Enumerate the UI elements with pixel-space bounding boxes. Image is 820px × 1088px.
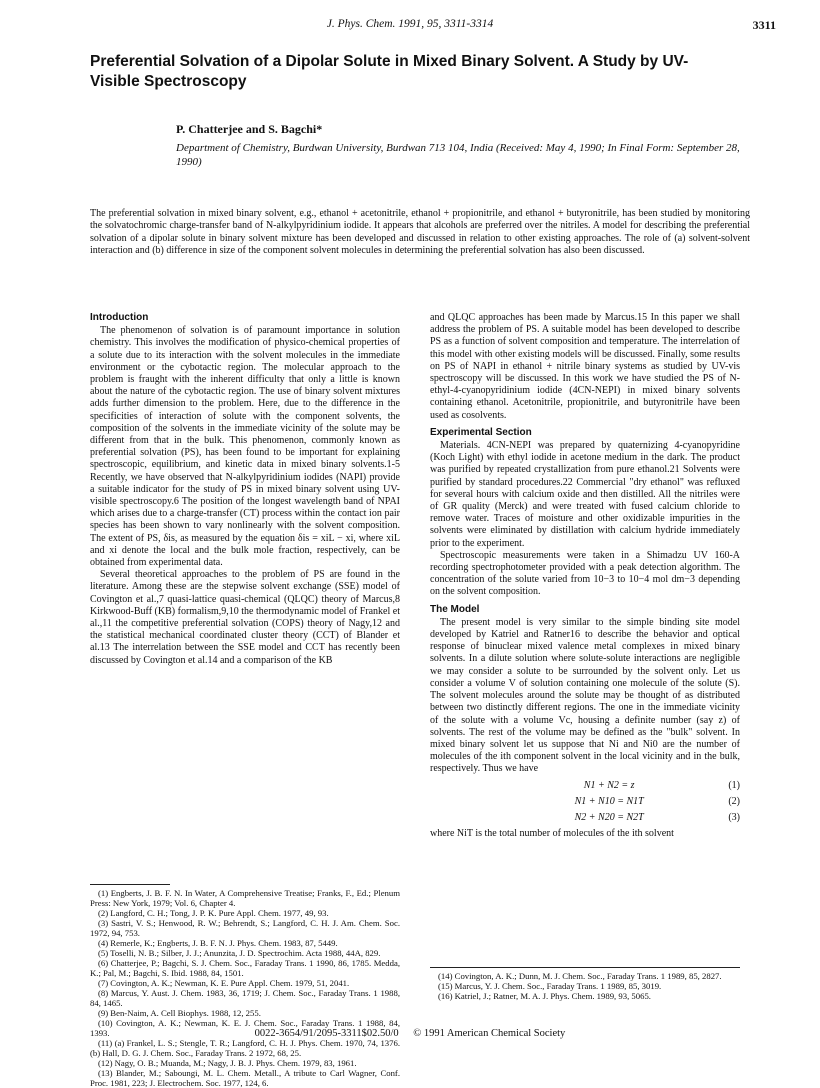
body-paragraph: and QLQC approaches has been made by Marcus.15 In this paper we shall address the problem of PS. A suitable model has been developed to describe PS as a function of solvent composition and temperature. The interrelation of this model with other existing models will be discussed. Finally, some results on PS of NAPI in ethanol + nitrile binary systems as studied by UV-vis spectroscopy will be discussed. In this work we have studied the PS of N-ethyl-4-cyanopyridinium iodide (4CN-NEPI) in mixed binary solvents containing ethanol. Acetonitrile, propionitrile, and butyronitrile have been used as cosolvents.	[430, 312, 740, 421]
footnote-rule	[90, 884, 170, 885]
footnote: (4) Remerle, K.; Engberts, J. B. F. N. J. Phys. Chem. 1983, 87, 5449.	[98, 938, 338, 948]
left-footnotes	[90, 884, 400, 1088]
affiliation: Department of Chemistry, Burdwan University, Burdwan 713 104, India (Received: May 4, 1990; In Final Form: September 28, 1990)	[176, 142, 740, 168]
equation-text: N1 + N10 = N1T	[574, 795, 644, 807]
equation-1	[430, 780, 740, 792]
body-paragraph: The present model is very similar to the simple binding site model developed by Katriel and Ratner16 to describe the behavior and optical response of binuclear mixed valence metal complexes in mixed binary solvents. In a dilute solution where solute-solute interactions are negligible we may consider a solute to be surrounded by the solvent only. Let us consider a volume V of solution containing one molecule of the solute (S). The solvent molecules around the solute may be thought of as distributed between two distinctly different regions. The one in the immediate vicinity of the solute with a volume Vc, housing a definite number (say z) of solvents. The rest of the volume may be defined as the "bulk" solvent. In mixed binary solvent let us suppose that Ni and Ni0 are the number of molecules of the ith component solvent in the local vicinity and in the bulk, respectively. Thus we have	[430, 616, 740, 775]
footnote-list	[90, 888, 400, 1088]
paper-title: Preferential Solvation of a Dipolar Solute in Mixed Binary Solvent. A Study by UV-Visible Spectroscopy	[90, 53, 689, 90]
right-column	[430, 312, 740, 840]
footnote: (9) Ben-Naim, A. Cell Biophys. 1988, 12, 255.	[98, 1008, 261, 1018]
introduction-heading: Introduction	[90, 312, 149, 323]
model-heading: The Model	[430, 603, 480, 615]
footnote: (8) Marcus, Y. Aust. J. Chem. 1983, 36, 1719; J. Chem. Soc., Faraday Trans. 1 1988, 84, 1465.	[90, 988, 400, 1008]
authors: P. Chatterjee and S. Bagchi*	[176, 122, 323, 136]
footnote: (13) Blander, M.; Saboungi, M. L. Chem. Metall., A tribute to Carl Wagner, Conf. Proc. 1981, 223; J. Electrochem. Soc. 1977, 124, 6.	[90, 1068, 400, 1088]
footnote: (3) Sastri, V. S.; Henwood, R. W.; Behrendt, S.; Langford, C. H. J. Am. Chem. Soc. 1972, 94, 753.	[90, 918, 400, 938]
equation-text: N1 + N2 = z	[583, 779, 635, 791]
experimental-heading: Experimental Section	[430, 426, 532, 438]
footnote: (5) Toselli, N. B.; Silber, J. J.; Anunzita, J. D. Spectrochim. Acta 1988, 44A, 829.	[98, 948, 381, 958]
intro-paragraph: The phenomenon of solvation is of paramount importance in solution chemistry. This involves the modification of physico-chemical properties of a solute due to its interaction with the solvent molecules in the immediate environment or the cybotactic region. The molecular approach to the problem is fraught with the inherent difficulty that only a little is known about the nature of the cybotactic region. The use of binary solvent mixtures adds further dimension to the problem. Here, due to the difference in the specificities of interaction of solute with the component solvents, the composition of the solvents in the immediate vicinity of the solute may be different from that in the bulk. This phenomenon, commonly known as preferential solvation (PS), has been found to be important for explaining spectroscopic, equilibrium, and kinetic data in mixed binary solvents.1-5 Recently, we have observed that N-alkylpyridinium iodides (NAPI) provide a suitable indicator for the study of PS in mixed binary solvent using UV-visible spectroscopy.6 The position of the longest wavelength band of NPAI which arises due to a charge-transfer (CT) process within the contact ion pair species has been shown to vary nonlinearly with the solvent composition. The extent of PS, δis, as measured by the equation δis = xiL − xi, where xiL and xi denote the local and the bulk mole fraction, respectively, can be obtained from experimental data.	[90, 325, 400, 569]
footnote-list	[430, 971, 740, 1001]
copyright: © 1991 American Chemical Society	[413, 1028, 566, 1039]
footnote: (15) Marcus, Y. J. Chem. Soc., Faraday Trans. 1 1989, 85, 3019.	[438, 981, 662, 991]
equation-number: (2)	[728, 795, 740, 807]
equation-2	[430, 796, 740, 808]
body-paragraph: Materials. 4CN-NEPI was prepared by quaternizing 4-cyanopyridine (Koch Light) with ethyl iodide in acetone medium in the dark. The product was purified by repeated crystallization from pure ethanol.21 Solvents were purified by standard procedures.22 Commercial "dry ethanol" was refluxed for several hours with calcium oxide and then distilled. All the nitriles were of GR quality (Merck) and were treated with fused calcium chloride to remove water. Traces of moisture and other oxidizable impurities in the solvents were eliminated by distillation with calcium hydride immediately prior to the experiment.	[430, 440, 740, 549]
journal-citation: J. Phys. Chem. 1991, 95, 3311-3314	[326, 18, 494, 30]
footnote: (10) Covington, A. K.; Newman, K. E. J. Chem. Soc., Faraday Trans. 1 1988, 84, 1393.	[90, 1018, 400, 1038]
article-code: 0022-3654/91/2095-3311$02.50/0	[254, 1028, 399, 1039]
equation-number: (1)	[728, 779, 740, 791]
equation-3	[430, 812, 740, 824]
page-number: 3311	[752, 18, 776, 32]
footnote: (12) Nagy, O. B.; Muanda, M.; Nagy, J. B. J. Phys. Chem. 1979, 83, 1961.	[98, 1058, 357, 1068]
abstract: The preferential solvation in mixed binary solvent, e.g., ethanol + acetonitrile, ethanol + propionitrile, and ethanol + butyronitrile, has been studied by monitoring the solvatochromic charge-transfer band of N-alkylpyridinium iodide. It appears that alcohols are preferred over the nitriles. A model for describing the preferential solvation of a dipolar solute in binary solvent mixture has been developed and discussed in relation to other existing approaches. The role of (a) solvent-solvent interaction and (b) difference in size of the component solvent molecules in determining the preferential solvation has also been discussed.	[90, 208, 750, 256]
right-footnotes	[430, 967, 740, 1001]
footnote: (11) (a) Frankel, L. S.; Stengle, T. R.; Langford, C. H. J. Phys. Chem. 1970, 74, 1376. (b) Hall, D. G. J. Chem. Soc., Faraday Trans. 2 1972, 68, 25.	[90, 1038, 400, 1058]
footnote: (6) Chatterjee, P.; Bagchi, S. J. Chem. Soc., Faraday Trans. 1 1990, 86, 1785. Medda, K.; Pal, M.; Bagchi, S. Ibid. 1988, 84, 1501.	[90, 958, 400, 978]
left-column	[90, 312, 400, 667]
footnote: (16) Katriel, J.; Ratner, M. A. J. Phys. Chem. 1989, 93, 5065.	[438, 991, 651, 1001]
intro-paragraph: Several theoretical approaches to the problem of PS are found in the literature. Among these are the stepwise solvent exchange (SSE) model of Covington et al.,7 quasi-lattice quasi-chemical (QLQC) theory of Marcus,8 Kirkwood-Buff (KB) formalism,9,10 the thermodynamic model of Frankel et al.,11 the competitive preferential solvation (COPS) theory of Nagy,12 and the statistical mechanical coordinated cluster theory (CCT) of Blander et al.13 The interrelation between the SSE model and CCT has recently been discussed by Covington et al.14 and a comparison of the KB	[90, 569, 400, 666]
equation-text: N2 + N20 = N2T	[574, 811, 644, 823]
footnote: (14) Covington, A. K.; Dunn, M. J. Chem. Soc., Faraday Trans. 1 1989, 85, 2827.	[438, 971, 722, 981]
footnote: (2) Langford, C. H.; Tong, J. P. K. Pure Appl. Chem. 1977, 49, 93.	[98, 908, 329, 918]
page-footer	[0, 1028, 820, 1039]
footnote-rule	[430, 967, 740, 968]
running-header	[0, 16, 820, 36]
body-paragraph: where NiT is the total number of molecules of the ith solvent	[430, 828, 674, 840]
equation-number: (3)	[728, 811, 740, 823]
footnote: (1) Engberts, J. B. F. N. In Water, A Comprehensive Treatise; Franks, F., Ed.; Plenum Press: New York, 1979; Vol. 6, Chapter 4.	[90, 888, 400, 908]
body-paragraph: Spectroscopic measurements were taken in a Shimadzu UV 160-A recording spectrophotometer provided with a peak detection algorithm. The concentration of the solute varied from 10−3 to 10−4 mol dm−3 depending on the solvent composition.	[430, 549, 740, 598]
footnote: (7) Covington, A. K.; Newman, K. E. Pure Appl. Chem. 1979, 51, 2041.	[98, 978, 350, 988]
